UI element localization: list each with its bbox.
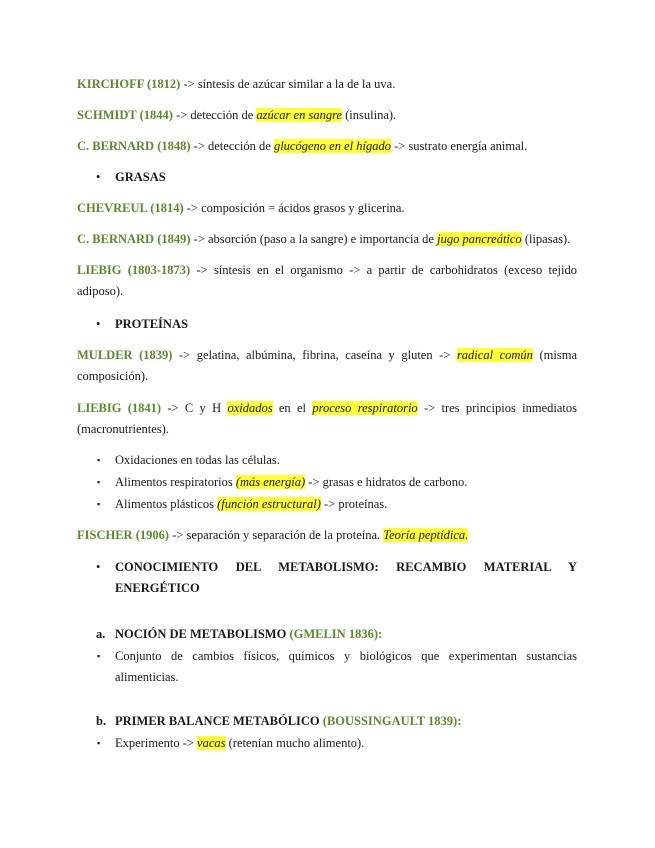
entry-bernard-1849: C. BERNARD (1849) -> absorción (paso a la sangre) e importancia de jugo pancreático (lipasas). — [77, 232, 571, 246]
entry-liebig-1841-line1: LIEBIG (1841) -> C y H oxidados en el proceso respiratorio -> tres principios inmediatos — [77, 401, 577, 415]
list-item-line2: alimenticias. — [115, 670, 179, 684]
heading-primer-balance: PRIMER BALANCE METABÓLICO (BOUSSINGAULT 1839): — [115, 714, 462, 728]
highlight: proceso respiratorio — [312, 401, 418, 415]
highlight: glucógeno en el hígado — [273, 139, 391, 153]
list-item: Alimentos plásticos (función estructural) -> proteínas. — [115, 497, 388, 511]
section-label: a. — [96, 627, 106, 641]
bullet-icon: • — [96, 560, 101, 574]
entry-chevreul: CHEVREUL (1814) -> composición = ácidos grasos y glicerina. — [77, 201, 405, 215]
entry-liebig-1803-line2: adiposo). — [77, 284, 124, 298]
square-bullet-icon: ▪ — [97, 738, 101, 748]
entry-kirchoff: KIRCHOFF (1812) -> síntesis de azúcar similar a la de la uva. — [77, 77, 396, 91]
highlight: azúcar en sangre — [256, 108, 343, 122]
list-item-line1: Conjunto de cambios físicos, químicos y biológicos que experimentan sustancias — [115, 649, 577, 663]
entry-mulder-line2: composición). — [77, 369, 149, 383]
entry-fischer: FISCHER (1906) -> separación y separación de la proteína. Teoría peptídica. — [77, 528, 469, 542]
square-bullet-icon: ▪ — [97, 651, 101, 661]
entry-mulder-line1: MULDER (1839) -> gelatina, albúmina, fibrina, caseína y gluten -> radical común (misma — [77, 348, 577, 362]
highlight: radical común — [456, 348, 533, 362]
entry-schmidt: SCHMIDT (1844) -> detección de azúcar en sangre (insulina). — [77, 108, 397, 122]
bullet-icon: • — [96, 317, 101, 331]
heading-conocimiento-line2: ENERGÉTICO — [115, 581, 200, 595]
highlight: Teoría peptídica. — [383, 528, 469, 542]
heading-nocion-metabolismo: NOCIÓN DE METABOLISMO (GMELIN 1836): — [115, 627, 383, 641]
highlight: oxidados — [227, 401, 273, 415]
entry-liebig-1841-line2: (macronutrientes). — [77, 422, 169, 436]
square-bullet-icon: ▪ — [97, 477, 101, 487]
highlight: (función estructural) — [217, 497, 321, 511]
entry-bernard-1848: C. BERNARD (1848) -> detección de glucógeno en el hígado -> sustrato energía animal. — [77, 139, 528, 153]
highlight: jugo pancreático — [437, 232, 522, 246]
heading-conocimiento-line1: CONOCIMIENTO DEL METABOLISMO: RECAMBIO MATERIAL Y — [115, 560, 577, 574]
highlight: (más energía) — [235, 475, 306, 489]
list-item: Oxidaciones en todas las células. — [115, 453, 280, 467]
section-label: b. — [96, 714, 107, 728]
square-bullet-icon: ▪ — [97, 499, 101, 509]
square-bullet-icon: ▪ — [97, 455, 101, 465]
entry-liebig-1803-line1: LIEBIG (1803-1873) -> síntesis en el organismo -> a partir de carbohidratos (exceso tejido — [77, 263, 578, 277]
list-item: Experimento -> vacas (retenían mucho alimento). — [115, 736, 365, 750]
list-item: Alimentos respiratorios (más energía) -> grasas e hidratos de carbono. — [115, 475, 468, 489]
heading-grasas: GRASAS — [115, 170, 166, 184]
bullet-icon: • — [96, 170, 101, 184]
heading-proteinas: PROTEÍNAS — [115, 317, 188, 331]
highlight: vacas — [197, 736, 226, 750]
